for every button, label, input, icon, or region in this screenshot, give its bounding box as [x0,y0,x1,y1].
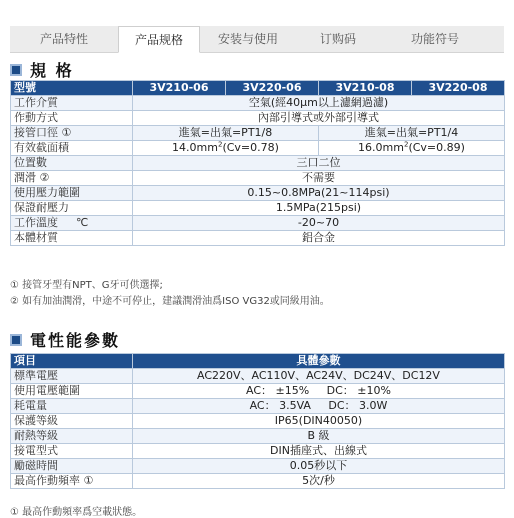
area-tail-08: (Cv=0.89) [408,141,465,154]
table-row [11,126,505,141]
header-model-4: 3V220-08 [412,81,505,96]
table-row [11,216,505,231]
row-value: 0.05秒以下 [133,459,505,474]
area-value-08: 16.0mm [358,141,404,154]
row-label: 工作介質 [11,96,133,111]
row-value: DIN插座式、出線式 [133,444,505,459]
row-label: 本體材質 [11,231,133,246]
header-params: 具體參數 [133,354,505,369]
area-sup-08: 2 [403,140,409,149]
area-tail-06: (Cv=0.78) [222,141,279,154]
electrical-section-title [10,328,120,351]
row-value: 三口二位 [133,156,505,171]
table-row [11,201,505,216]
row-label: 保證耐壓力 [11,201,133,216]
row-label: 耐熱等級 [11,429,133,444]
section-square-icon [10,334,22,346]
row-value: AC220V、AC110V、AC24V、DC24V、DC12V [133,369,505,384]
row-value-08: 進氣=出氣=PT1/4 [319,126,505,141]
table-row [11,369,505,384]
tab-installation[interactable]: 安装与使用 [217,32,278,46]
row-label: 接管口徑 ① [11,126,133,141]
header-model: 型號 [11,81,133,96]
row-value: 鋁合金 [133,231,505,246]
table-row [11,156,505,171]
row-value: AC： 3.5VA DC： 3.0W [133,399,505,414]
table-row [11,186,505,201]
row-label: 位置數 [11,156,133,171]
tab-specifications[interactable]: 产品规格 [118,26,200,53]
row-value: 0.15~0.8MPa(21~114psi) [133,186,505,201]
tab-order-code[interactable]: 订购码 [319,32,356,46]
table-row [11,231,505,246]
table-row [11,444,505,459]
table-row [11,141,505,156]
row-value: IP65(DIN40050) [133,414,505,429]
section-square-icon [10,64,22,76]
row-value-06 [133,141,319,156]
row-value: AC： ±15% DC： ±10% [133,384,505,399]
header-model-2: 3V220-06 [226,81,319,96]
row-label: 勵磁時間 [11,459,133,474]
table-row [11,414,505,429]
header-item: 項目 [11,354,133,369]
row-value: 不需要 [133,171,505,186]
row-label: 使用電壓範圍 [11,384,133,399]
table-row [11,96,505,111]
temp-label: 工作溫度 [14,216,58,229]
table-row [11,171,505,186]
table-row [11,399,505,414]
spec-note-2: ② 如有加油潤滑，中途不可停止，建議潤滑油爲ISO VG32或同級用油。 [10,296,330,307]
row-value-06: 進氣=出氣=PT1/8 [133,126,319,141]
row-label: 潤滑 ② [11,171,133,186]
row-value: 5次/秒 [133,474,505,489]
table-row [11,474,505,489]
row-value: B 級 [133,429,505,444]
table-row [11,429,505,444]
electrical-note-1: ① 最高作動頻率爲空載狀態。 [10,507,143,518]
row-value: 內部引導式或外部引導式 [133,111,505,126]
row-value: 1.5MPa(215psi) [133,201,505,216]
electrical-table [10,353,505,489]
row-label: 有效截面積 [11,141,133,156]
table-row [11,384,505,399]
electrical-title: 電性能參數 [30,331,121,350]
row-label: 耗電量 [11,399,133,414]
electrical-header-row [11,354,505,369]
tab-bar [10,26,504,53]
row-label: 標準電壓 [11,369,133,384]
row-value-08 [319,141,505,156]
row-label: 使用壓力範圍 [11,186,133,201]
table-row [11,459,505,474]
tab-function-symbol[interactable]: 功能符号 [410,32,459,46]
area-sup-06: 2 [217,140,223,149]
row-value: -20~70 [133,216,505,231]
spec-note-1: ① 接管牙型有NPT、G牙可供選擇; [10,280,163,291]
spec-section-title [10,58,74,81]
tab-features[interactable]: 产品特性 [39,32,88,46]
table-row [11,111,505,126]
row-label [11,216,133,231]
row-value: 空氣(經40μm以上濾網過濾) [133,96,505,111]
row-label: 作動方式 [11,111,133,126]
spec-table [10,80,505,246]
spec-header-row [11,81,505,96]
header-model-3: 3V210-08 [319,81,412,96]
row-label: 接電型式 [11,444,133,459]
area-value-06: 14.0mm [172,141,218,154]
row-label: 保護等級 [11,414,133,429]
spec-title: 規 格 [30,61,74,80]
temp-unit: ℃ [76,216,89,229]
header-model-1: 3V210-06 [133,81,226,96]
row-label: 最高作動頻率 ① [11,474,133,489]
